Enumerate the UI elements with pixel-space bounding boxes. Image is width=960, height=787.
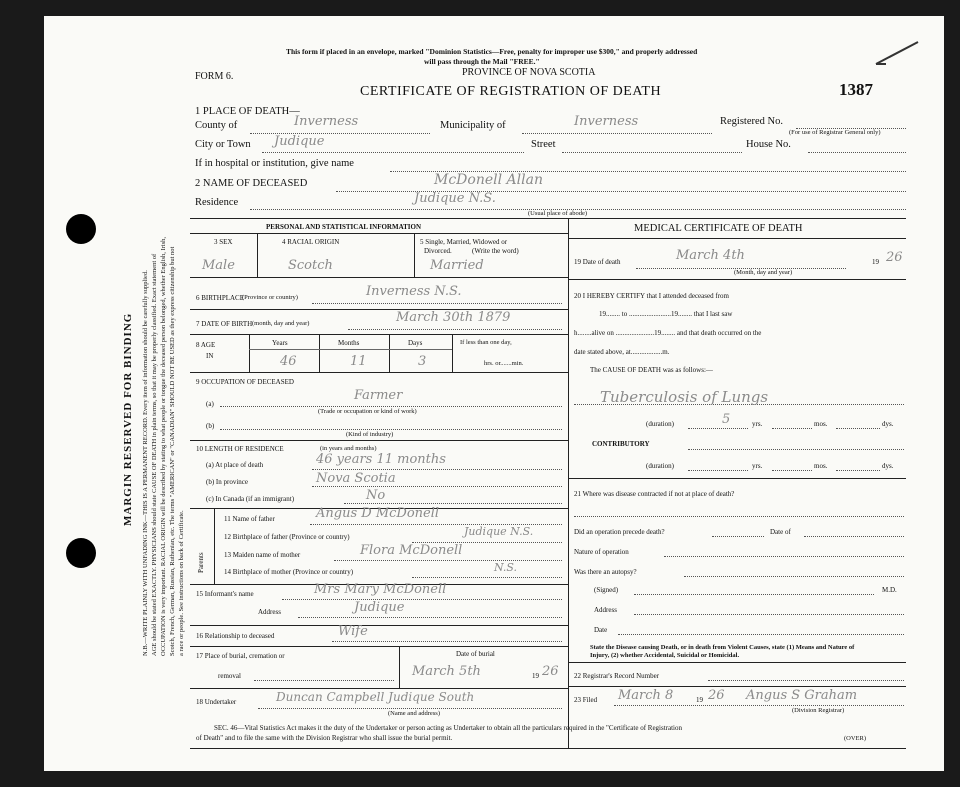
marital-label-1: 5 Single, Married, Widowed or	[420, 238, 508, 246]
municipality-label: Municipality of	[440, 120, 506, 131]
marital-label-3: (Write the word)	[472, 247, 519, 255]
father-name-label: 11 Name of father	[224, 515, 275, 523]
operation-date-label: Date of	[770, 528, 791, 536]
registrar-signature: Angus S Graham	[746, 688, 858, 703]
medical-date-label: Date	[594, 626, 608, 634]
residence-place-label: (a) At place of death	[206, 461, 264, 469]
informant-address-value: Judique	[354, 600, 405, 615]
mail-notice-line1: This form if placed in an envelope, marked "Dominion Statistics—Free, penalty for improper use $300," and properly addressed	[286, 47, 698, 56]
punch-hole-top	[66, 214, 96, 244]
street-label: Street	[531, 139, 556, 150]
residence-length-note: (in years and months)	[320, 445, 377, 452]
binding-margin-label: MARGIN RESERVED FOR BINDING	[122, 312, 134, 526]
registrar-general-note: (For use of Registrar General only)	[789, 129, 881, 136]
sec46-line-1: SEC. 46—Vital Statistics Act makes it the duty of the Undertaker or person acting as Undertaker to obtain all the particulars required in the "Certificate of Registration	[214, 724, 683, 732]
municipality-value: Inverness	[574, 114, 639, 129]
sex-label: 3 SEX	[214, 238, 233, 246]
margin-note-2: AGE should be stated EXACTLY. PHYSICIANS should state CAUSE OF DEATH in plain terms, so that it may be properly classified. Exact statement of	[151, 253, 158, 656]
certify-line-1: 20 I HEREBY CERTIFY that I attended deceased from	[574, 292, 729, 300]
hospital-label: If in hospital or institution, give name	[195, 158, 354, 169]
age-months-label: Months	[338, 339, 360, 347]
undertaker-label: 18 Undertaker	[196, 698, 237, 706]
date-of-death-note: (Month, day and year)	[734, 269, 793, 276]
operation-label: Did an operation precede death?	[574, 528, 665, 536]
md-label: M.D.	[882, 586, 897, 594]
removal-label: removal	[218, 672, 241, 680]
over-note: (OVER)	[844, 735, 867, 742]
residence-place-value: 46 years 11 months	[316, 452, 446, 467]
father-birthplace-value: Judique N.S.	[464, 525, 534, 538]
place-of-death-heading: 1 PLACE OF DEATH—	[195, 106, 300, 117]
certify-line-4: date stated above, at..................m.	[574, 348, 670, 356]
mother-birthplace-value: N.S.	[494, 561, 518, 574]
duration-mos-2: mos.	[814, 462, 828, 470]
dob-note: (month, day and year)	[252, 320, 310, 327]
father-name-value: Angus D McDonell	[316, 506, 440, 521]
age-months-value: 11	[350, 354, 367, 369]
house-no-label: House No.	[746, 139, 791, 150]
division-registrar-note: (Division Registrar)	[792, 707, 845, 714]
mother-name-value: Flora McDonell	[360, 543, 463, 558]
undertaker-value: Duncan Campbell Judique South	[276, 690, 475, 704]
duration-dys-2: dys.	[882, 462, 894, 470]
margin-note-5: a race or people. See instructions on back of Certificate.	[178, 510, 185, 656]
certificate-title: CERTIFICATE OF REGISTRATION OF DEATH	[360, 84, 662, 99]
residence-canada-value: No	[366, 488, 386, 503]
less-than-day-label: If less than one day,	[460, 339, 512, 346]
age-label: 8 AGE	[196, 341, 216, 349]
disease-note-2: Injury, (2) whether Accidental, Suicidal or Homicidal.	[590, 652, 740, 659]
filed-year: 26	[708, 688, 725, 703]
father-birthplace-label: 12 Birthplace of father (Province or country)	[224, 533, 350, 541]
date-of-death-year-prefix: 19	[872, 258, 879, 266]
disease-contracted-label: 21 Where was disease contracted if not at place of death?	[574, 490, 735, 498]
relationship-label: 16 Relationship to deceased	[196, 632, 275, 640]
residence-canada-label: (c) In Canada (if an immigrant)	[206, 495, 295, 503]
duration-value: 5	[722, 412, 731, 427]
burial-date-value: March 5th	[412, 664, 481, 679]
birthplace-value: Inverness N.S.	[366, 284, 462, 299]
deceased-name-label: 2 NAME OF DECEASED	[195, 178, 308, 189]
filed-label: 23 Filed	[574, 696, 598, 704]
city-label: City or Town	[195, 139, 251, 150]
deceased-name-value: McDonell Allan	[434, 172, 543, 188]
autopsy-label: Was there an autopsy?	[574, 568, 637, 576]
duration-dys-1: dys.	[882, 420, 894, 428]
record-number-label: 22 Registrar's Record Number	[574, 672, 660, 680]
residence-length-label: 10 LENGTH OF RESIDENCE	[196, 445, 284, 453]
certify-line-2: 19........ to ........................19........ that I last saw	[599, 310, 733, 318]
signed-label: (Signed)	[594, 586, 619, 594]
age-in-label: IN	[206, 352, 214, 360]
margin-note-3: OCCUPATION is very important. RACIAL ORIGIN will be described by stating to what people or tongue the deceased person belonged, whether English, Irish,	[160, 236, 167, 656]
residence-province-value: Nova Scotia	[316, 471, 396, 486]
informant-value: Mrs Mary McDonell	[314, 582, 447, 597]
medical-address-label: Address	[594, 606, 617, 614]
informant-label: 15 Informant's name	[196, 590, 254, 598]
mother-name-label: 13 Maiden name of mother	[224, 551, 301, 559]
occupation-a-value: Farmer	[354, 388, 403, 403]
birthplace-label: 6 BIRTHPLACE	[196, 294, 244, 302]
cause-of-death-label: The CAUSE OF DEATH was as follows:—	[590, 366, 713, 374]
occupation-b-marker: (b)	[206, 422, 215, 430]
cause-of-death-value: Tuberculosis of Lungs	[600, 388, 769, 406]
duration-yrs-2: yrs.	[752, 462, 763, 470]
duration-label-2: (duration)	[646, 462, 674, 470]
occupation-a-marker: (a)	[206, 400, 214, 408]
checkmark-icon	[874, 38, 924, 68]
contributory-label: CONTRIBUTORY	[592, 440, 650, 448]
mother-birthplace-label: 14 Birthplace of mother (Province or country)	[224, 568, 354, 576]
racial-origin-value: Scotch	[288, 258, 333, 273]
residence-value: Judique N.S.	[414, 191, 496, 206]
sex-value: Male	[202, 258, 235, 273]
margin-note-4: Scotch, French, German, Russian, Ruthenian, etc. The terms "AMERICAN" or "CANADIAN" SHOULD NOT BE USED as they express citizenship but not	[169, 246, 176, 656]
burial-year-value: 26	[542, 664, 559, 679]
duration-label-1: (duration)	[646, 420, 674, 428]
residence-province-label: (b) In province	[206, 478, 248, 486]
duration-yrs-1: yrs.	[752, 420, 763, 428]
residence-note: (Usual place of abode)	[528, 210, 588, 217]
province-heading: PROVINCE OF NOVA SCOTIA	[462, 67, 596, 78]
marital-label-2: Divorced.	[424, 247, 452, 255]
punch-hole-bottom	[66, 538, 96, 568]
marital-value: Married	[430, 258, 484, 273]
nature-of-operation-label: Nature of operation	[574, 548, 629, 556]
burial-date-label: Date of burial	[456, 650, 495, 658]
death-certificate-page	[44, 16, 944, 771]
informant-address-label: Address	[258, 608, 281, 616]
county-value: Inverness	[294, 114, 359, 129]
age-years-value: 46	[280, 354, 297, 369]
margin-note-1: N.B.—WRITE PLAINLY WITH UNFADING INK—THIS IS A PERMANENT RECORD. Every item of information should be carefully supplied.	[142, 270, 149, 656]
age-years-label: Years	[272, 339, 288, 347]
city-value: Judique	[274, 134, 325, 149]
county-label: County of	[195, 120, 238, 131]
occupation-label: 9 OCCUPATION OF DECEASED	[196, 378, 294, 386]
form-number: FORM 6.	[195, 71, 234, 82]
burial-place-label: 17 Place of burial, cremation or	[196, 652, 285, 660]
occupation-b-note: (Kind of industry)	[346, 431, 394, 438]
dob-label: 7 DATE OF BIRTH	[196, 320, 253, 328]
duration-mos-1: mos.	[814, 420, 828, 428]
hrs-min-label: hrs. or.......min.	[484, 360, 524, 367]
registered-no-label: Registered No.	[720, 116, 783, 127]
personal-section-title: PERSONAL AND STATISTICAL INFORMATION	[266, 223, 422, 231]
undertaker-note: (Name and address)	[388, 710, 440, 717]
filed-year-prefix: 19	[696, 696, 703, 704]
date-of-death-value: March 4th	[676, 248, 745, 263]
burial-year-prefix: 19	[532, 672, 539, 680]
racial-origin-label: 4 RACIAL ORIGIN	[282, 238, 340, 246]
date-of-death-year: 26	[886, 250, 903, 265]
residence-label: Residence	[195, 197, 239, 208]
occupation-a-note: (Trade or occupation or kind of work)	[318, 408, 417, 415]
sec46-line-2: of Death" and to file the same with the Division Registrar who shall issue the burial permit.	[196, 734, 453, 742]
certificate-number: 1387	[839, 80, 873, 99]
birthplace-note: (Province or country)	[242, 294, 298, 301]
certify-line-3: h........alive on ......................19........ and that death occurred on the	[574, 329, 762, 337]
relationship-value: Wife	[338, 624, 368, 639]
age-days-value: 3	[418, 354, 427, 369]
medical-section-title: MEDICAL CERTIFICATE OF DEATH	[634, 223, 803, 234]
disease-note-1: State the Disease causing Death, or in death from Violent Causes, state (1) Means and Nature of	[590, 644, 855, 651]
age-days-label: Days	[408, 339, 423, 347]
mail-notice-line2: will pass through the Mail "FREE."	[424, 57, 540, 66]
dob-value: March 30th 1879	[396, 310, 511, 325]
date-of-death-label: 19 Date of death	[574, 258, 621, 266]
filed-value: March 8	[618, 688, 674, 703]
parents-label: Parents	[197, 552, 205, 573]
